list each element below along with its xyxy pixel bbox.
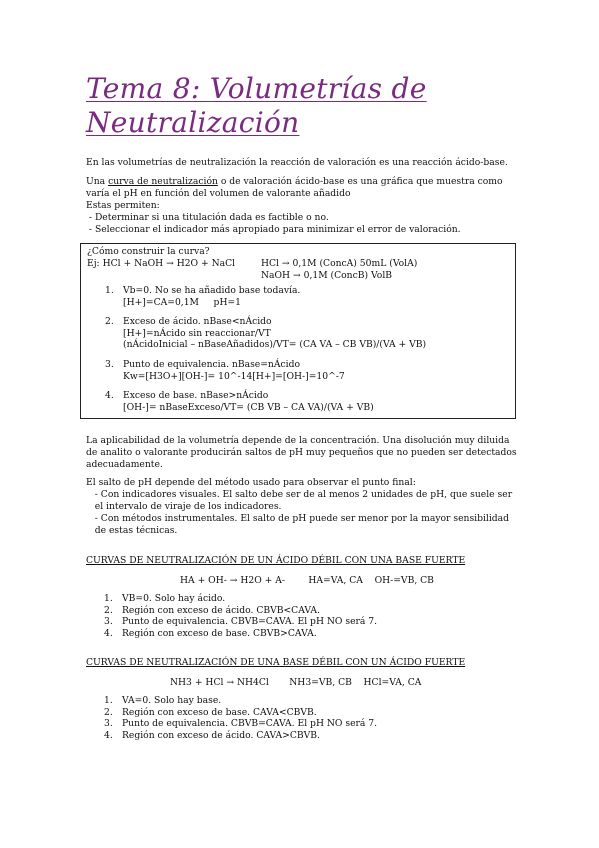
item-number: 3. [104,616,113,628]
list-item-cont [105,297,505,309]
ph-jump-line-2: - Con indicadores visuales. El salto debe ser de al menos 2 unidades de pH, que suele ser [86,489,513,500]
title-tema: Tema 8: [86,72,201,105]
item-number: 2. [104,706,113,718]
intro-paragraph: En las volumetrías de neutralización la reacción de valoración es una reacción ácido-base. [86,157,508,168]
section-weak-base-list [104,695,504,741]
construction-box [80,243,516,419]
item-text: Punto de equivalencia. CBVB=CAVA. El pH NO será 7. [122,616,378,628]
applicability-line-3: adecuadamente. [86,459,163,470]
item-number: 3. [104,718,113,730]
section-weak-base-heading: CURVAS DE NEUTRALIZACIÓN DE UNA BASE DÉBIL CON UN ÁCIDO FUERTE [86,657,466,668]
item-number: 4. [105,390,114,402]
list-item-cont [105,339,505,351]
definition-pre: Una [86,176,109,187]
list-item [104,605,504,617]
list-item [104,628,504,640]
item-number: 1. [105,285,114,296]
item-text: Punto de equivalencia. nBase=nÁcido [123,358,300,370]
item-text: Exceso de base. nBase>nÁcido [123,390,269,402]
title-neutralizacion: Neutralización [86,106,300,139]
list-item [104,695,504,707]
list-item [105,390,505,402]
section-weak-base-equation: NH3 + HCl → NH4Cl NH3=VB, CB HCl=VA, CA [170,677,422,688]
item-text: Región con exceso de base. CAVA<CBVB. [122,706,317,718]
list-item [104,616,504,628]
item-number: 4. [104,729,113,741]
item-text: Punto de equivalencia. CBVB=CAVA. El pH NO será 7. [122,718,378,730]
definition-post: o de valoración ácido-base es una gráfica que muestra como [217,176,503,187]
section-weak-acid-equation: HA + OH- → H2O + A- HA=VA, CA OH-=VB, CB [180,575,434,586]
list-item-cont [105,328,505,340]
section-weak-acid-heading: CURVAS DE NEUTRALIZACIÓN DE UN ÁCIDO DÉBIL CON UNA BASE FUERTE [86,555,466,566]
title-part: Volumetrías de [200,72,427,105]
box-example: Ej: HCl + NaOH → H2O + NaCl [87,258,236,269]
uses-bullet-2: - Seleccionar el indicador más apropiado para minimizar el error de valoración. [86,224,461,235]
ph-jump-line-5: de estas técnicas. [86,525,178,536]
list-item-cont [105,402,505,414]
item-text: Exceso de ácido. nBase<nÁcido [123,316,272,328]
uses-heading: Estas permiten: [86,200,160,211]
applicability-line-2: de analito o valorante producirán saltos de pH muy pequeños que no pueden ser detectados [86,447,517,458]
box-example-hcl: HCl → 0,1M (ConcA) 50mL (VolA) [261,258,418,269]
item-text: VB=0. Solo hay ácido. [122,593,226,604]
item-number: 4. [104,627,113,639]
list-item [105,285,505,297]
item-text: [H+]=CA=0,1M pH=1 [123,296,241,308]
item-text: Vb=0. No se ha añadido base todavía. [123,285,301,296]
item-text: Kw=[H3O+][OH-]= 10^-14[H+]=[OH-]=10^-7 [123,370,345,382]
item-number: 2. [104,604,113,616]
definition-term: curva de neutralización [108,176,218,187]
list-item [105,316,505,328]
item-number: 3. [105,358,114,370]
item-number: 2. [105,316,114,328]
list-item [104,707,504,719]
item-text: Región con exceso de ácido. CBVB<CAVA. [122,604,320,616]
box-heading: ¿Cómo construir la curva? [87,246,210,257]
item-text: Región con exceso de ácido. CAVA>CBVB. [122,729,320,741]
list-item [104,718,504,730]
box-steps-list [105,285,505,413]
ph-jump-line-1: El salto de pH depende del método usado para observar el punto final: [86,477,416,488]
ph-jump-line-3: el intervalo de viraje de los indicadores. [86,501,282,512]
uses-bullet-1: - Determinar si una titulación dada es factible o no. [86,212,329,223]
item-text: Región con exceso de base. CBVB>CAVA. [122,627,317,639]
item-text: [OH-]= nBaseExceso/VT= (CB VB – CA VA)/(VA + VB) [123,401,374,413]
list-item [104,730,504,742]
ph-jump-line-4: - Con métodos instrumentales. El salto de pH puede ser menor por la mayor sensibilidad [86,513,510,524]
item-text: VA=0. Solo hay base. [122,695,222,706]
item-text: [H+]=nÁcido sin reaccionar/VT [123,327,271,339]
definition-line [86,176,526,188]
section-weak-acid-list [104,593,504,639]
item-number: 1. [104,695,113,706]
definition-line-2: varía el pH en función del volumen de valorante añadido [86,188,351,199]
item-text: (nÁcidoInicial – nBaseAñadidos)/VT= (CA VA – CB VB)/(VA + VB) [123,339,427,351]
list-item [105,359,505,371]
page-title [86,72,526,140]
list-item [104,593,504,605]
item-number: 1. [104,593,113,604]
list-item-cont [105,371,505,383]
applicability-line-1: La aplicabilidad de la volumetría depende de la concentración. Una disolución muy diluida [86,435,510,446]
box-example-naoh: NaOH → 0,1M (ConcB) VolB [261,270,393,281]
